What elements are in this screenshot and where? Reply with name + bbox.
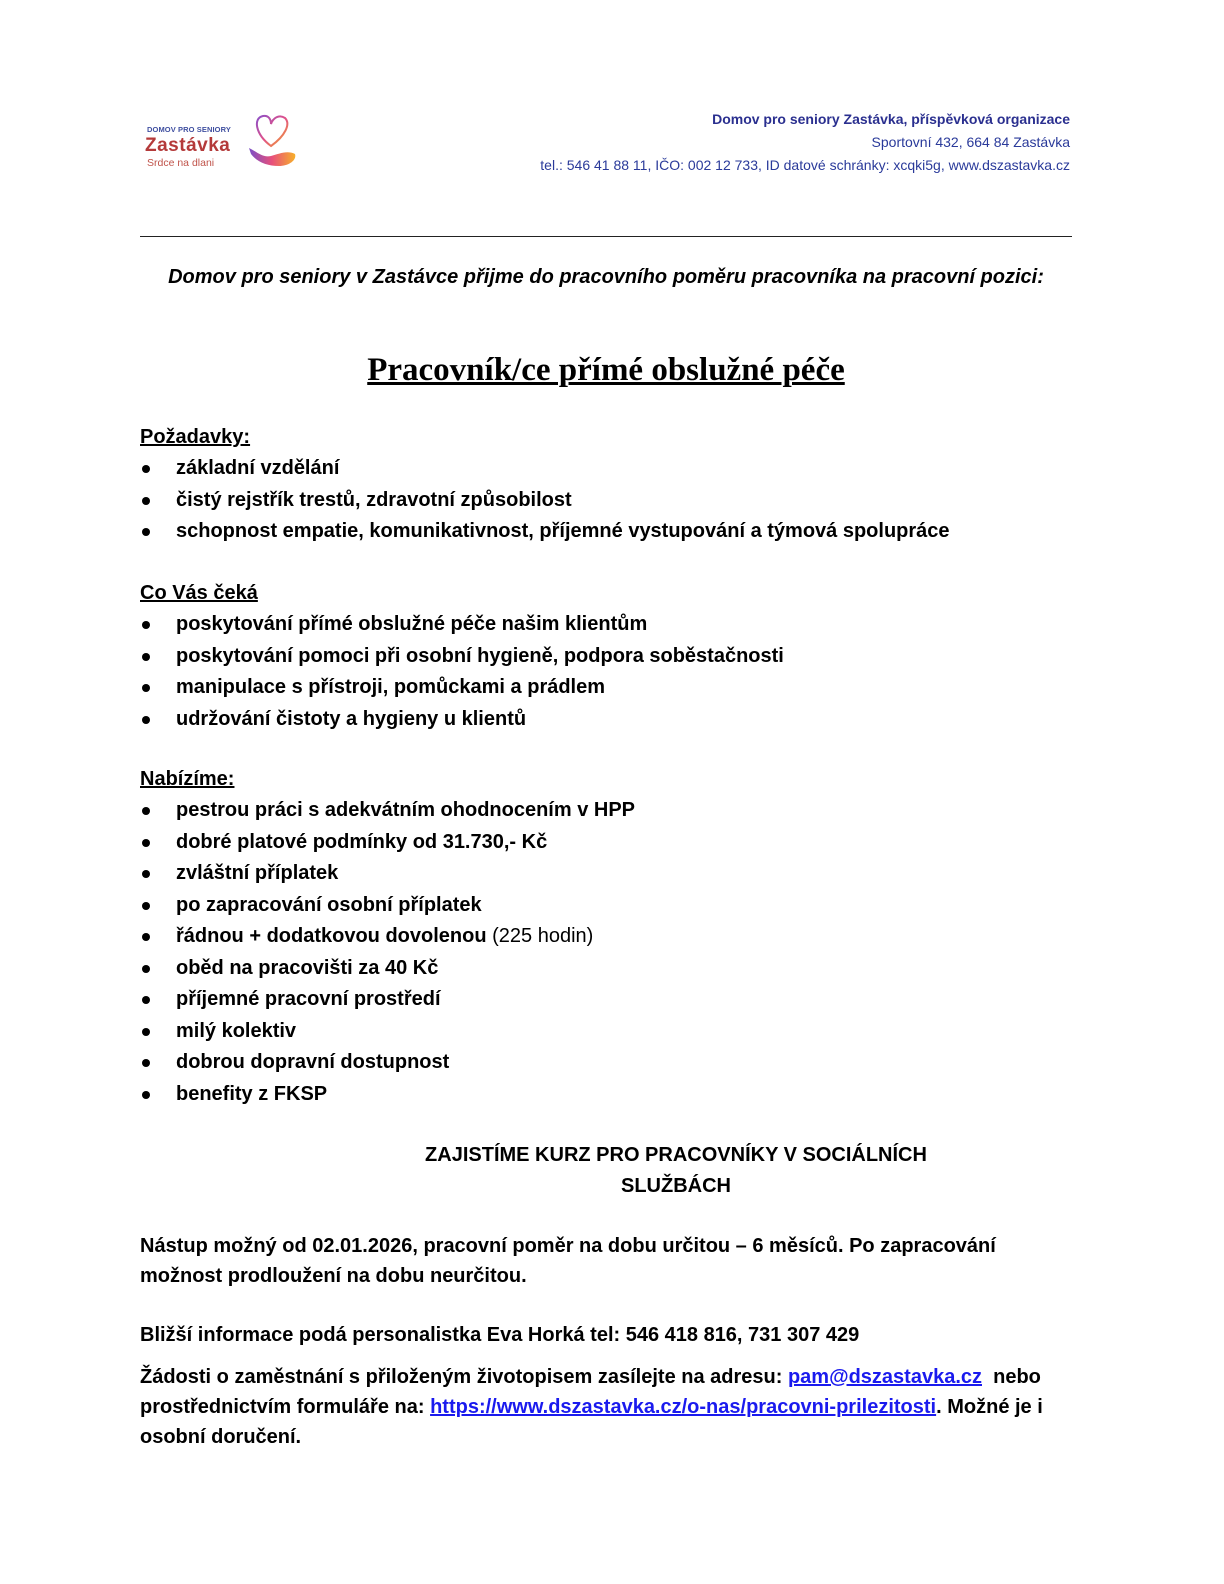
bullet-icon xyxy=(142,870,150,878)
course-line-1: ZAJISTÍME KURZ PRO PRACOVNÍKY V SOCIÁLNÍCH xyxy=(425,1144,927,1166)
list-item xyxy=(140,890,1080,922)
apply-text-3: . Možné je i osobní doručení. xyxy=(140,1396,1043,1448)
organization-name: Domov pro seniory Zastávka, příspěvková organizace xyxy=(712,111,1070,127)
offer-section xyxy=(140,764,1080,1110)
list-item-text: dobré platové podmínky od 31.730,- Kč xyxy=(176,830,548,853)
requirements-heading: Požadavky: xyxy=(140,426,251,448)
apply-text-1: Žádosti o zaměstnání s přiloženým životopisem zasílejte na adresu: xyxy=(140,1366,788,1388)
bullet-icon xyxy=(142,839,150,847)
job-title: Pracovník/ce přímé obslužné péče xyxy=(367,352,845,388)
organization-address: Sportovní 432, 664 84 Zastávka xyxy=(871,134,1070,150)
list-item xyxy=(140,953,1080,985)
list-item xyxy=(140,641,1080,673)
vacation-note: (225 hodin) xyxy=(492,925,594,947)
course-line-2: SLUŽBÁCH xyxy=(621,1175,731,1197)
list-item xyxy=(140,858,1080,890)
list-item xyxy=(140,984,1080,1016)
list-item-text: čistý rejstřík trestů, zdravotní způsobilost xyxy=(176,488,572,511)
list-item-text: základní vzdělání xyxy=(176,457,340,479)
bullet-icon xyxy=(142,965,150,973)
list-item-text: pestrou práci s adekvátním ohodnocením v HPP xyxy=(176,799,636,821)
logo-name: Zastávka xyxy=(145,135,231,156)
bullet-icon xyxy=(142,653,150,661)
bullet-icon xyxy=(142,621,150,629)
list-item xyxy=(140,704,1080,736)
list-item-text: udržování čistoty a hygieny u klientů xyxy=(176,707,527,730)
list-item-text: oběd na pracovišti za 40 Kč xyxy=(176,956,439,979)
duties-section xyxy=(140,578,1080,735)
list-item xyxy=(140,485,1080,517)
form-url-link[interactable]: https://www.dszastavka.cz/o-nas/pracovni-prilezitosti xyxy=(430,1396,937,1418)
list-item-text: benefity z FKSP xyxy=(176,1082,328,1105)
list-item xyxy=(140,1047,1080,1079)
list-item xyxy=(140,453,1080,485)
list-item-text: schopnost empatie, komunikativnost, příjemné vystupování a týmová spolupráce xyxy=(176,520,950,542)
logo-small-text: DOMOV PRO SENIORY xyxy=(147,125,231,134)
bullet-icon xyxy=(142,902,150,910)
list-item-text: milý kolektiv xyxy=(176,1019,297,1042)
list-item xyxy=(140,609,1080,641)
duties-heading: Co Vás čeká xyxy=(140,582,258,604)
list-item-text: poskytování přímé obslužné péče našim klientům xyxy=(176,613,648,635)
header-divider xyxy=(140,236,1072,237)
bullet-icon xyxy=(142,684,150,692)
requirements-section xyxy=(140,422,1080,548)
list-item-text: dobrou dopravní dostupnost xyxy=(176,1051,450,1073)
list-item xyxy=(140,1016,1080,1048)
list-item xyxy=(140,827,1080,859)
bullet-icon xyxy=(142,1091,150,1099)
list-item xyxy=(140,516,1080,548)
bullet-icon xyxy=(142,807,150,815)
list-item-text: řádnou + dodatkovou dovolenou xyxy=(176,925,487,947)
bullet-icon xyxy=(142,716,150,724)
bullet-icon xyxy=(142,465,150,473)
list-item xyxy=(140,672,1080,704)
bullet-icon xyxy=(142,1028,150,1036)
list-item-text: poskytování pomoci při osobní hygieně, podpora soběstačnosti xyxy=(176,644,784,667)
heart-in-hand-icon xyxy=(245,112,301,170)
list-item-text: po zapracování osobní příplatek xyxy=(176,893,482,916)
logo-tagline: Srdce na dlani xyxy=(147,157,215,169)
organization-header xyxy=(540,108,1070,177)
list-item xyxy=(140,921,1080,953)
application-text xyxy=(140,1362,1080,1452)
email-link[interactable]: pam@dszastavka.cz xyxy=(787,1366,982,1388)
bullet-icon xyxy=(142,996,150,1004)
list-item-text: manipulace s přístroji, pomůckami a prádlem xyxy=(176,676,606,698)
list-item xyxy=(140,795,1080,827)
bullet-icon xyxy=(142,528,150,536)
bullet-icon xyxy=(142,497,150,505)
intro-text: Domov pro seniory v Zastávce přijme do pracovního poměru pracovníka na pracovní pozici: xyxy=(168,266,1044,288)
list-item-text: příjemné pracovní prostředí xyxy=(176,988,441,1010)
organization-logo xyxy=(145,112,305,174)
start-date-text: Nástup možný od 02.01.2026, pracovní poměr na dobu určitou – 6 měsíců. Po zapracování možnost prodloužení na dobu neurčitou. xyxy=(140,1235,996,1287)
apply-text-2: nebo prostřednictvím formuláře na: xyxy=(140,1366,1047,1418)
contact-info-text: Bližší informace podá personalistka Eva Horká tel: 546 418 816, 731 307 429 xyxy=(140,1324,860,1346)
list-item xyxy=(140,1079,1080,1111)
bullet-icon xyxy=(142,1059,150,1067)
list-item-text: zvláštní příplatek xyxy=(176,862,339,884)
organization-contact: tel.: 546 41 88 11, IČO: 002 12 733, ID datové schránky: xcqki5g, www.dszastavka.cz xyxy=(540,157,1070,173)
course-notice xyxy=(140,1140,1212,1202)
offer-heading: Nabízíme: xyxy=(140,768,235,790)
bullet-icon xyxy=(142,933,150,941)
